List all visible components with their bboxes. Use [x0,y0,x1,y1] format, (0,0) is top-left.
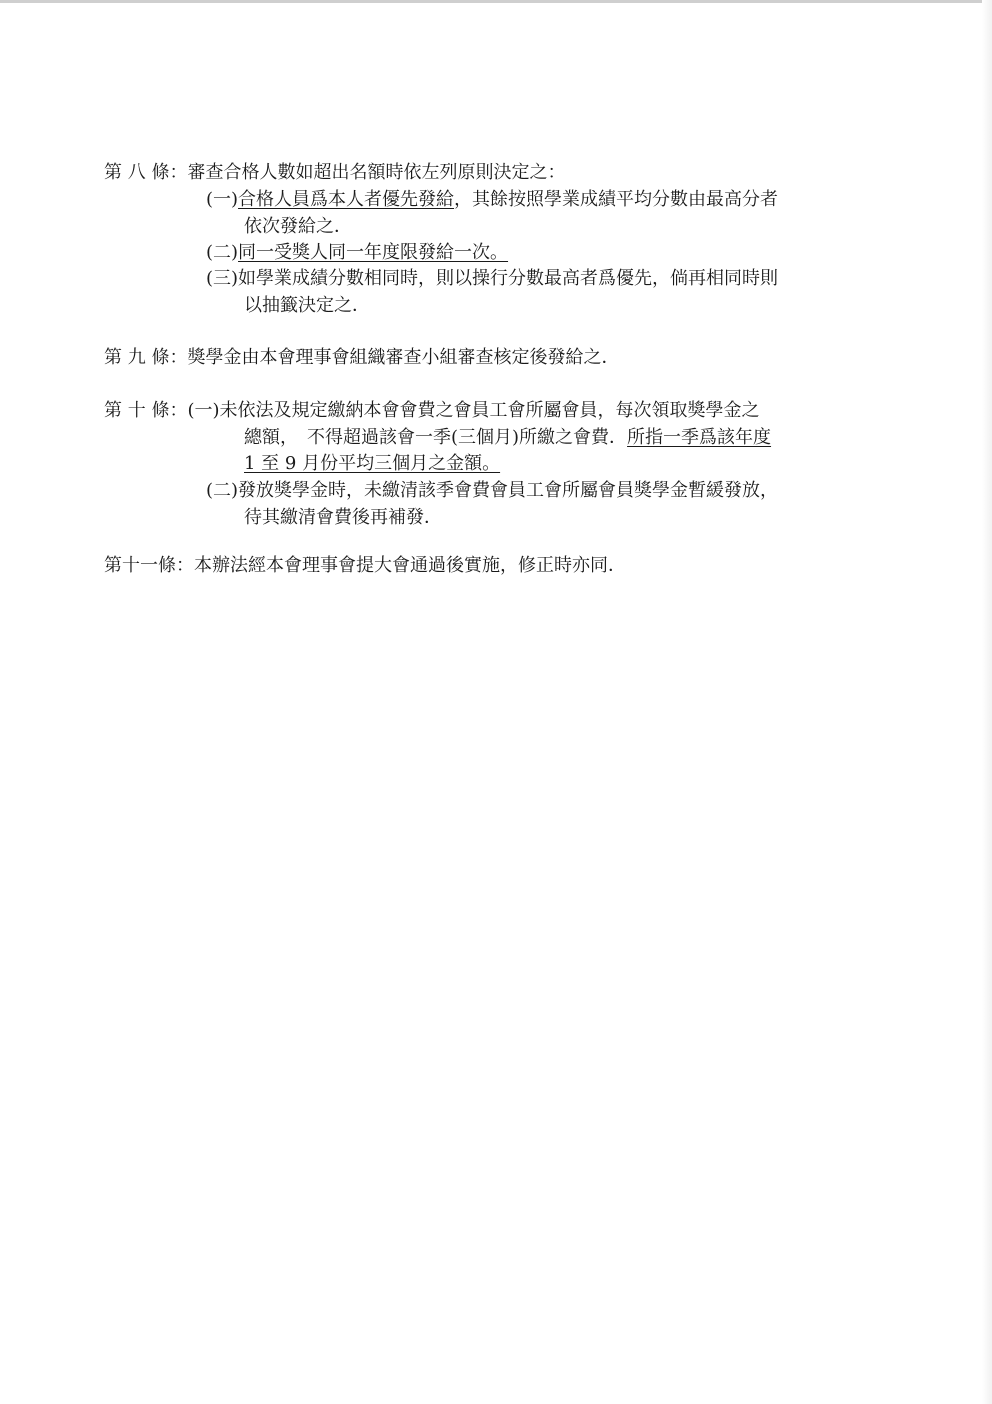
article-10-heading [104,398,760,424]
article-10-label: 第 十 條： [104,400,188,421]
article-9 [104,345,619,371]
article-11 [104,553,626,579]
article-10-item-1-line-2 [244,425,771,451]
article-10-item-1-line-2-plain: 總額， 不得超過該會一季(三個月)所繳之會費． [244,427,628,448]
article-11-label: 第十一條： [104,555,194,576]
article-8-item-3-continuation: 以抽籤決定之． [244,295,370,316]
article-8-item-1-continuation: 依次發給之． [244,216,352,237]
article-10-item-1-line-3 [244,451,500,477]
article-8-item-3: (三)如學業成績分數相同時，則以操行分數最高者爲優先，倘再相同時則 [206,268,779,289]
scan-edge-right [982,0,992,1404]
article-9-label: 第 九 條： [104,347,188,368]
article-8-item-2-prefix: (二) [206,242,239,263]
article-10-item-1-line-2-underlined: 所指一季爲該年度 [627,427,772,448]
article-8-item-2 [206,240,508,266]
article-10-item-1-line-3-underlined: 1 至 9 月份平均三個月之金額。 [244,453,501,474]
scan-edge-top [0,0,992,3]
article-9-text: 獎學金由本會理事會組織審查小組審查核定後發給之． [187,347,620,368]
article-10-item-1: (一)未依法及規定繳納本會會費之會員工會所屬會員，每次領取獎學金之 [187,400,760,421]
article-10-item-2-continuation: 待其繳清會費後再補發． [244,507,442,528]
article-11-text: 本辦法經本會理事會提大會通過後實施，修正時亦同． [194,555,626,576]
article-8-item-1-prefix: (一) [206,189,239,210]
article-8-heading [104,160,565,186]
article-8-label: 第 八 條： [104,162,188,183]
article-8-item-1-rest: ，其餘按照學業成績平均分數由最高分者 [454,189,779,210]
article-10-item-2: (二)發放獎學金時，未繳清該季會費會員工會所屬會員獎學金暫緩發放， [206,480,779,501]
article-8-intro: 審查合格人數如超出名額時依左列原則決定之： [187,162,566,183]
article-8-item-1 [206,187,778,213]
article-8-item-1-underlined: 合格人員爲本人者優先發給 [238,189,455,210]
article-8-item-2-underlined: 同一受獎人同一年度限發給一次。 [238,242,509,263]
